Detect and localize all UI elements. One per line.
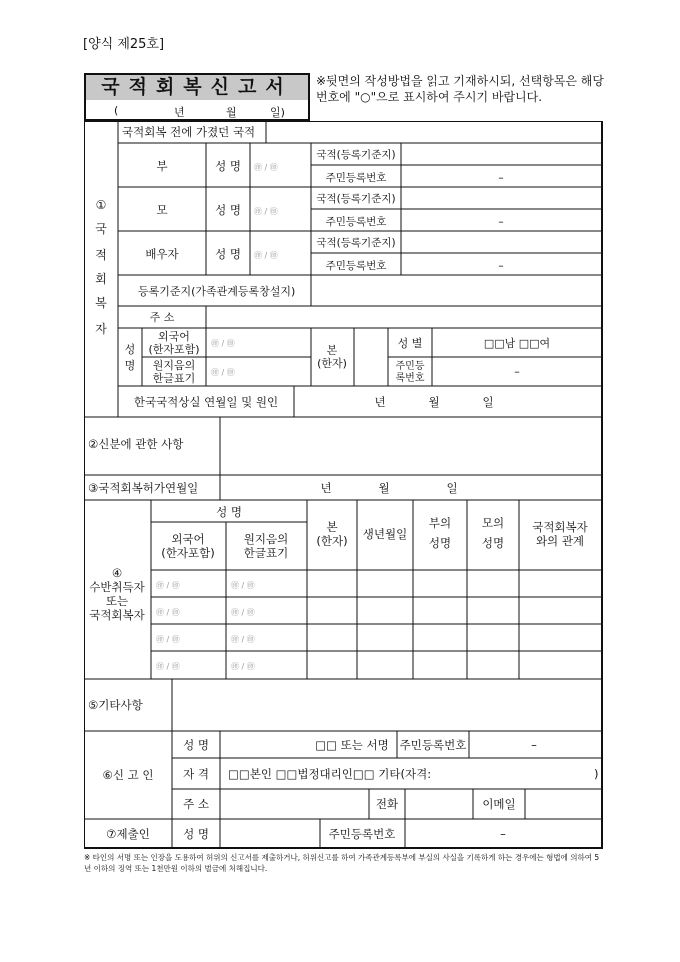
bon-label: (한자) — [317, 357, 347, 370]
sec4-seal-hint[interactable]: ㊞ / ㊞ — [156, 608, 180, 617]
sec6-phone-label: 전화 — [375, 797, 399, 811]
mother-resident-dash[interactable]: – — [498, 216, 504, 228]
mother-label: 모 — [156, 203, 168, 217]
title-box — [84, 73, 310, 121]
sec7-label: ⑦제출인 — [106, 827, 150, 841]
report-date[interactable] — [86, 102, 308, 120]
sec1-label-char: 적 — [95, 248, 107, 262]
sec7-resident-label: 주민등록번호 — [328, 827, 396, 841]
instruction-notice: ※뒷면의 작성방법을 읽고 기재하시되, 선택항목은 해당번호에 "○"으로 표시하여 주시기 바랍니다. — [316, 74, 604, 104]
sec4-seal-hint[interactable]: ㊞ / ㊞ — [231, 608, 255, 617]
father-nationality-label: 국적(등록기준지) — [316, 149, 396, 161]
sec6-name-label: 성 명 — [183, 738, 209, 752]
spouse-resident-label: 주민등록번호 — [325, 260, 387, 272]
sec6-qual-close: ) — [594, 767, 599, 781]
mother-resident-label: 주민등록번호 — [325, 216, 387, 228]
sec6-email-label: 이메일 — [482, 797, 516, 811]
bon-label: 본 — [326, 344, 338, 357]
foreign-seal-hint[interactable]: ㊞ / ㊞ — [211, 339, 235, 348]
sec7-resident-dash[interactable]: – — [500, 827, 506, 841]
sec3-day: 일 — [446, 481, 458, 495]
sec4-mother-header: 모의 — [481, 516, 505, 530]
sec3-month: 월 — [378, 481, 390, 495]
sec7-name-label: 성 명 — [183, 827, 209, 841]
date-year-label: 년 — [174, 106, 185, 119]
form-number: [양식 제25호] — [83, 37, 165, 52]
mother-nationality-label: 국적(등록기준지) — [316, 193, 396, 205]
father-resident-label: 주민등록번호 — [325, 172, 387, 184]
sec4-seal-hint[interactable]: ㊞ / ㊞ — [231, 635, 255, 644]
resident-short-label: 록번호 — [395, 373, 425, 384]
korean-seal-hint[interactable]: ㊞ / ㊞ — [211, 368, 235, 377]
form-title: 국적회복신고서 — [86, 75, 308, 100]
sec4-father-header: 부의 — [428, 516, 452, 530]
father-seal-hint[interactable]: ㊞ / ㊞ — [254, 163, 278, 172]
sec1-label-char: 복 — [95, 296, 107, 310]
korean-name-label: 원지음의 — [152, 359, 196, 372]
sec5-label: ⑤기타사항 — [88, 698, 143, 712]
mother-name-label: 성 명 — [215, 203, 241, 217]
gender-label: 성 별 — [397, 337, 423, 350]
date-day-label: 일) — [270, 106, 285, 119]
sec4-seal-hint[interactable]: ㊞ / ㊞ — [231, 581, 255, 590]
sec4-name-header: 성 명 — [216, 505, 242, 519]
spouse-seal-hint[interactable]: ㊞ / ㊞ — [254, 251, 278, 260]
report-form — [84, 121, 604, 855]
sec4-relation-header: 와의 관계 — [535, 534, 585, 548]
sec6-address-label: 주 소 — [183, 797, 209, 811]
sec4-label: 또는 — [105, 594, 129, 608]
sec4-label: 수반취득자 — [89, 580, 145, 594]
mother-seal-hint[interactable]: ㊞ / ㊞ — [254, 207, 278, 216]
loss-day-label: 일 — [482, 395, 494, 409]
name-vertical-char: 성 — [124, 343, 136, 356]
penalty-footnote: ※ 타인의 서명 또는 인장을 도용하여 허위의 신고서를 제출하거나, 허위신고를 하여 가족관계등록부에 부실의 사실을 기록하게 하는 경우에는 형법에 의하여 5년 이하의 징역 또는 1천만원 이하의 벌금에 처해집니다. — [84, 853, 600, 873]
foreign-name-label: (한자포함) — [148, 343, 200, 356]
sec3-year: 년 — [320, 481, 332, 495]
sec6-sign[interactable]: □□ 또는 서명 — [315, 738, 389, 752]
sec1-label-char: 자 — [95, 322, 107, 336]
resident-dash[interactable]: – — [514, 365, 520, 378]
sec4-seal-hint[interactable]: ㊞ / ㊞ — [231, 662, 255, 671]
sec4-korean-header: 원지음의 — [243, 532, 289, 546]
sec4-birth-header: 생년월일 — [362, 527, 408, 541]
loss-date-label: 한국국적상실 연월일 및 원인 — [133, 395, 279, 409]
sec6-qual-options[interactable]: □□본인 □□법정대리인□□ 기타(자격: — [228, 767, 432, 781]
sec4-label: ④ — [111, 566, 123, 580]
sec6-resident-dash[interactable]: – — [531, 738, 537, 752]
spouse-resident-dash[interactable]: – — [498, 260, 504, 272]
spouse-nationality-label: 국적(등록기준지) — [316, 237, 396, 249]
loss-month-label: 월 — [428, 395, 440, 409]
spouse-label: 배우자 — [145, 247, 179, 261]
sec4-foreign-header: (한자포함) — [161, 546, 215, 560]
sec3-label: ③국적회복허가연월일 — [88, 481, 199, 495]
sec4-mother-header: 성명 — [481, 536, 505, 550]
resident-short-label: 주민등 — [395, 361, 425, 372]
sec4-relation-header: 국적회복자 — [532, 520, 588, 534]
sec6-qualification-label: 자 격 — [183, 767, 209, 781]
form-grid — [84, 121, 604, 851]
korean-name-label: 한글표기 — [152, 372, 196, 385]
father-label: 부 — [156, 159, 168, 173]
sec4-bon-header: (한자) — [316, 534, 348, 548]
father-resident-dash[interactable]: – — [498, 172, 504, 184]
foreign-name-label: 외국어 — [158, 330, 190, 343]
sec4-bon-header: 본 — [326, 520, 338, 534]
sec4-seal-hint[interactable]: ㊞ / ㊞ — [156, 662, 180, 671]
sec4-father-header: 성명 — [428, 536, 452, 550]
address-label: 주 소 — [149, 311, 175, 324]
spouse-name-label: 성 명 — [215, 247, 241, 261]
sec4-label: 국적회복자 — [89, 608, 145, 622]
name-vertical-char: 명 — [124, 359, 136, 372]
sec6-resident-label: 주민등록번호 — [399, 738, 467, 752]
sec1-label-char: 회 — [95, 272, 107, 286]
reg-base-label: 등록기준지(가족관계등록창설지) — [138, 285, 296, 298]
father-name-label: 성 명 — [215, 159, 241, 173]
date-open: ( — [114, 104, 119, 117]
sec4-seal-hint[interactable]: ㊞ / ㊞ — [156, 581, 180, 590]
sec6-label: ⑥신 고 인 — [102, 768, 154, 782]
sec1-label-char: ① — [95, 198, 107, 212]
gender-options[interactable]: □□남 □□여 — [483, 337, 551, 350]
sec2-label: ②신분에 관한 사항 — [88, 437, 184, 451]
date-month-label: 월 — [226, 106, 237, 119]
sec4-seal-hint[interactable]: ㊞ / ㊞ — [156, 635, 180, 644]
sec1-label-char: 국 — [95, 222, 107, 236]
loss-year-label: 년 — [374, 395, 386, 409]
sec4-foreign-header: 외국어 — [171, 532, 205, 546]
sec4-korean-header: 한글표기 — [243, 546, 289, 560]
prev-nationality-label: 국적회복 전에 가졌던 국적 — [122, 125, 256, 139]
